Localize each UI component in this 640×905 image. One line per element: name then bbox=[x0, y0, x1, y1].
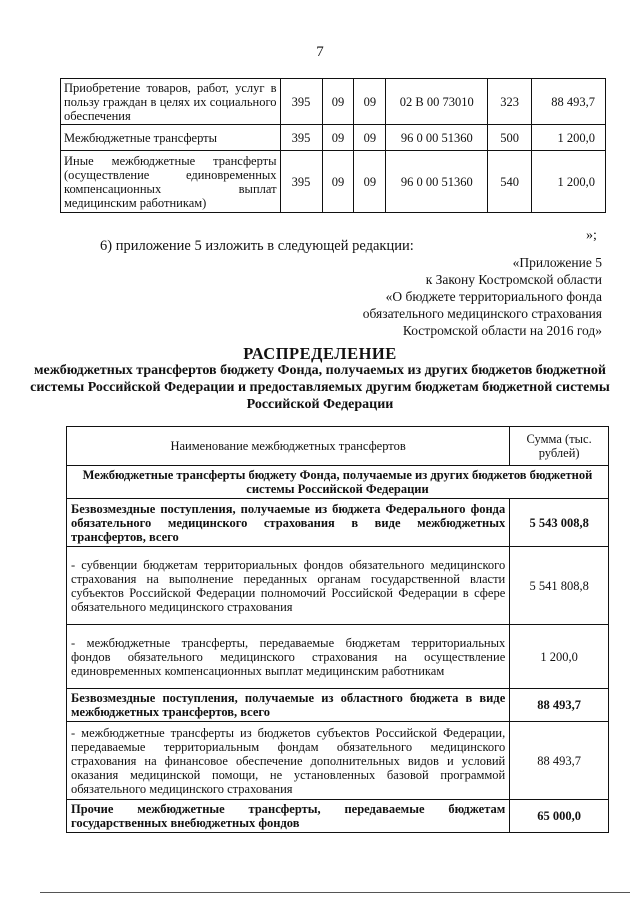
table-row bbox=[67, 722, 609, 800]
row-section: 09 bbox=[322, 125, 354, 151]
document-subtitle: межбюджетных трансфертов бюджету Фонда, получаемых из других бюджетов бюджетной системы Российской Федерации и предоставляемых другим бюджетам бюджетной системы Российской Федерации bbox=[30, 363, 610, 412]
table-section-row bbox=[67, 466, 609, 499]
annex-reference bbox=[363, 254, 602, 339]
row-admin-code: 395 bbox=[280, 79, 322, 125]
annex-line: «О бюджете территориального фонда bbox=[385, 289, 602, 304]
row-expense-type: 323 bbox=[488, 79, 532, 125]
row-sum: 88 493,7 bbox=[532, 79, 606, 125]
table-row bbox=[61, 125, 606, 151]
transfers-distribution-table bbox=[66, 426, 609, 833]
table-row bbox=[67, 625, 609, 689]
annex-line: «Приложение 5 bbox=[512, 255, 602, 270]
row-section: 09 bbox=[322, 79, 354, 125]
page-number: 7 bbox=[316, 44, 324, 60]
row-sum: 1 200,0 bbox=[510, 625, 609, 689]
row-name: Межбюджетные трансферты bbox=[61, 125, 281, 151]
row-name: Иные межбюджетные трансферты (осуществление единовременных компенсационных выплат медицинским работникам) bbox=[61, 151, 281, 213]
table-row bbox=[67, 689, 609, 722]
annex-line: к Закону Костромской области bbox=[425, 272, 602, 287]
table-row bbox=[67, 547, 609, 625]
table-row bbox=[67, 800, 609, 833]
row-expense-type: 540 bbox=[488, 151, 532, 213]
row-description: - межбюджетные трансферты, передаваемые бюджетам территориальных фондов обязательного медицинского страхования на осуществление единовременных компенсационных выплат медицинским работникам bbox=[67, 625, 510, 689]
row-description: Безвозмездные поступления, получаемые из бюджета Федерального фонда обязательного медицинского страхования в виде межбюджетных трансфертов, всего bbox=[67, 499, 510, 547]
table-row bbox=[67, 499, 609, 547]
header-sum: Сумма (тыс. рублей) bbox=[510, 427, 609, 466]
row-sum: 88 493,7 bbox=[510, 689, 609, 722]
row-sum: 88 493,7 bbox=[510, 722, 609, 800]
section-heading: Межбюджетные трансферты бюджету Фонда, получаемые из других бюджетов бюджетной системы Российской Федерации bbox=[67, 466, 609, 499]
document-title: РАСПРЕДЕЛЕНИЕ bbox=[243, 344, 397, 363]
row-target-article: 02 В 00 73010 bbox=[386, 79, 488, 125]
row-name: Приобретение товаров, работ, услуг в пользу граждан в целях их социального обеспечения bbox=[61, 79, 281, 125]
row-sum: 5 543 008,8 bbox=[510, 499, 609, 547]
row-subsection: 09 bbox=[354, 79, 386, 125]
row-description: Безвозмездные поступления, получаемые из областного бюджета в виде межбюджетных трансфертов, всего bbox=[67, 689, 510, 722]
annex-line: Костромской области на 2016 год» bbox=[402, 323, 602, 338]
amendment-text: 6) приложение 5 изложить в следующей редакции: bbox=[100, 238, 414, 254]
table-row bbox=[61, 151, 606, 213]
row-sum: 5 541 808,8 bbox=[510, 547, 609, 625]
row-target-article: 96 0 00 51360 bbox=[386, 125, 488, 151]
row-description: Прочие межбюджетные трансферты, передаваемые бюджетам государственных внебюджетных фондов bbox=[67, 800, 510, 833]
scan-edge-line bbox=[40, 892, 630, 893]
row-section: 09 bbox=[322, 151, 354, 213]
table-header-row bbox=[67, 427, 609, 466]
row-description: - субвенции бюджетам территориальных фондов обязательного медицинского страхования на выполнение переданных органам государственной власти субъектов Российской Федерации полномочий Российской Федерации в сфере обязательного медицинского страхования bbox=[67, 547, 510, 625]
row-sum: 1 200,0 bbox=[532, 151, 606, 213]
row-sum: 1 200,0 bbox=[532, 125, 606, 151]
annex-line: обязательного медицинского страхования bbox=[362, 306, 602, 321]
closing-quote: »; bbox=[586, 228, 597, 243]
table-row bbox=[61, 79, 606, 125]
row-description: - межбюджетные трансферты из бюджетов субъектов Российской Федерации, передаваемые территориальным фондам обязательного медицинского страхования на финансовое обеспечение дополнительных видов и условий оказания медицинской помощи, не установленных базовой программой обязательного медицинского страхования bbox=[67, 722, 510, 800]
row-subsection: 09 bbox=[354, 151, 386, 213]
row-expense-type: 500 bbox=[488, 125, 532, 151]
row-subsection: 09 bbox=[354, 125, 386, 151]
row-admin-code: 395 bbox=[280, 151, 322, 213]
header-name: Наименование межбюджетных трансфертов bbox=[67, 427, 510, 466]
row-admin-code: 395 bbox=[280, 125, 322, 151]
row-target-article: 96 0 00 51360 bbox=[386, 151, 488, 213]
row-sum: 65 000,0 bbox=[510, 800, 609, 833]
budget-classification-table bbox=[60, 78, 606, 213]
